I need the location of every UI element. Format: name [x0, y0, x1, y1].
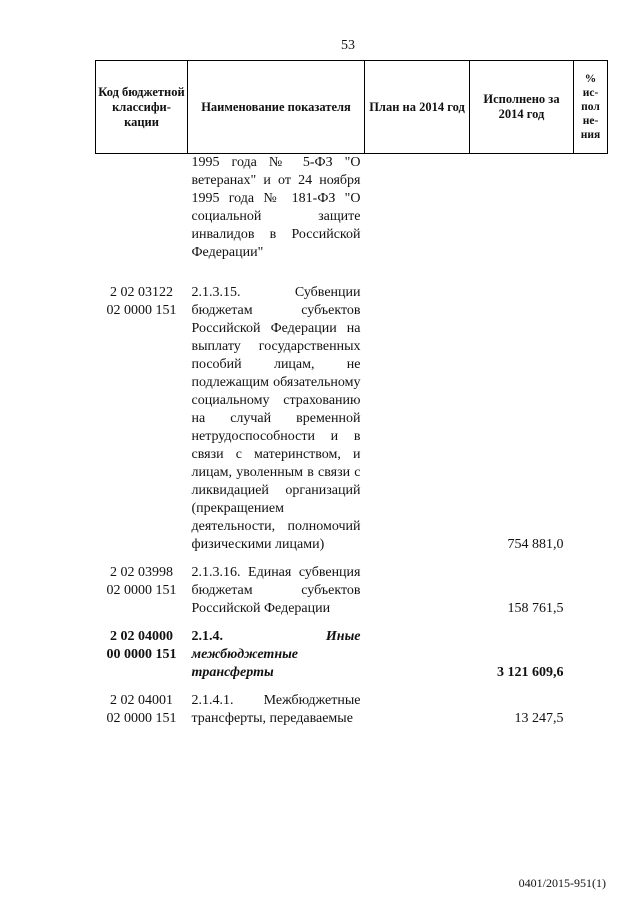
table-header-row [96, 61, 608, 154]
row-code: 2 02 04001 [110, 693, 173, 708]
row-plan [365, 262, 470, 554]
row-pct [574, 618, 608, 682]
row-code-suffix: 00 0000 151 [106, 647, 177, 662]
table-row [96, 682, 608, 728]
header-name: Наименование показателя [188, 61, 365, 154]
row-name: 2.1.3.15. Субвенции бюджетам субъектов Российской Федерации на выплату государственных пособий лицам, не подлежащим обязательному социальному страхованию на случай временной нетрудоспособности и в связи с материнством, и лицам, уволенным в связи с ликвидацией организаций (прекращением деятельности, полномочий физическими лицами) [191, 285, 361, 552]
header-done: Исполнено за 2014 год [470, 61, 574, 154]
row-code: 2 02 03122 [110, 285, 173, 300]
table-row [96, 618, 608, 682]
row-plan [365, 618, 470, 682]
row-done: 3 121 609,6 [497, 665, 564, 680]
row-plan [365, 682, 470, 728]
header-code: Код бюджетной классифи-кации [96, 61, 188, 154]
row-done: 13 247,5 [514, 711, 564, 726]
row-pct [574, 554, 608, 618]
row-name: 2.1.4.1. Межбюджетные трансферты, передаваемые [191, 693, 361, 726]
header-plan: План на 2014 год [365, 61, 470, 154]
page-number: 53 [341, 38, 355, 53]
table-row [96, 262, 608, 554]
row-name: 1995 года № 5-ФЗ "О ветеранах" и от 24 ноября 1995 года № 181-ФЗ "О социальной защите инвалидов в Российской Федерации" [191, 155, 361, 260]
row-code-suffix: 02 0000 151 [106, 711, 177, 726]
row-code: 2 02 04000 [110, 629, 173, 644]
table-row [96, 154, 608, 263]
table-row [96, 554, 608, 618]
row-pct [574, 682, 608, 728]
row-plan [365, 554, 470, 618]
row-done: 158 761,5 [507, 601, 564, 616]
row-name: Иные межбюджетные трансферты [191, 629, 361, 680]
row-pct [574, 262, 608, 554]
row-code: 2 02 03998 [110, 565, 173, 580]
document-reference: 0401/2015-951(1) [518, 876, 606, 890]
header-pct: % ис-пол не-ния [574, 61, 608, 154]
row-done: 754 881,0 [507, 537, 564, 552]
row-name-number: 2.1.4. [191, 629, 223, 644]
budget-table [95, 60, 608, 728]
row-code-suffix: 02 0000 151 [106, 303, 177, 318]
row-name: 2.1.3.16. Единая субвенция бюджетам субъектов Российской Федерации [191, 565, 361, 616]
row-code-suffix: 02 0000 151 [106, 583, 177, 598]
